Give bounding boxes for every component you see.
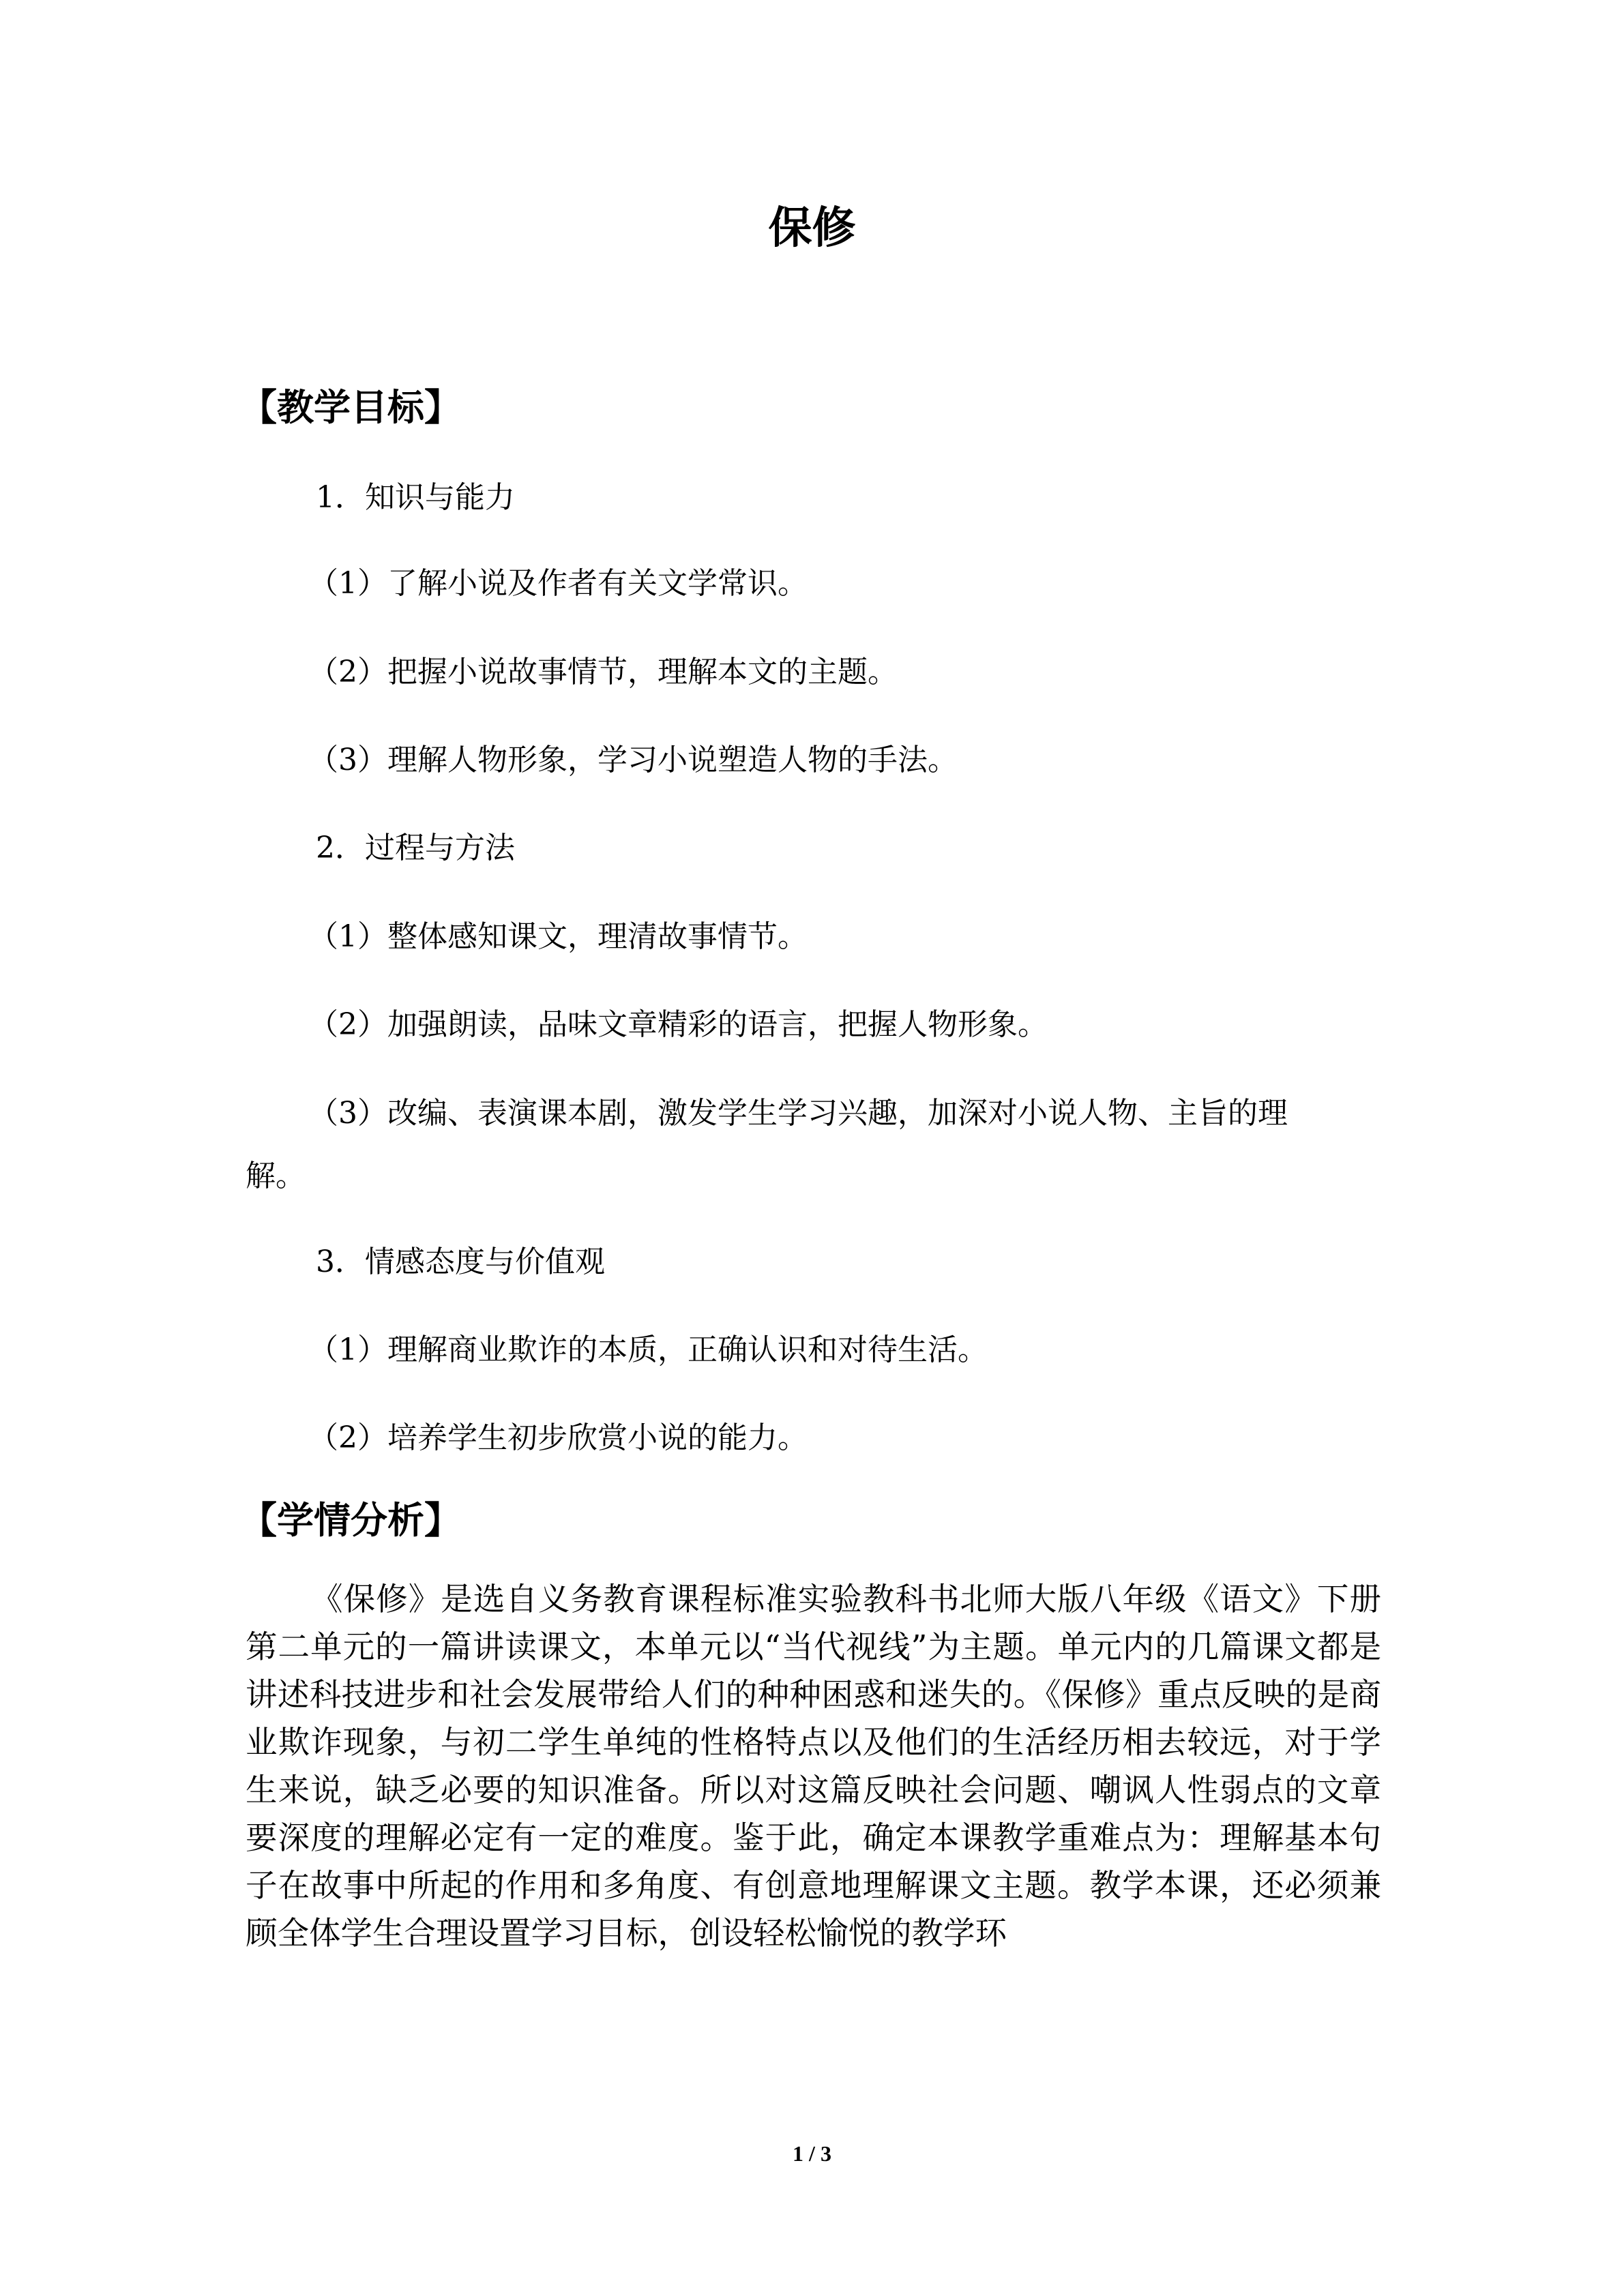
goal-item: （3）改编、表演课本剧，激发学生学习兴趣，加深对小说人物、主旨的理 [308,1096,1288,1131]
goal-item: （3）理解人物形象，学习小说塑造人物的手法。 [308,743,958,777]
goal-item-continuation: 解。 [246,1159,306,1193]
goal-item: （1）整体感知课文，理清故事情节。 [308,919,808,954]
goal-item: （2）把握小说故事情节，理解本文的主题。 [308,655,898,689]
goal-item: （1）理解商业欺诈的本质，正确认识和对待生活。 [308,1332,988,1367]
page-indicator: 1 / 3 [793,2141,831,2166]
goal-item: 2．过程与方法 [316,831,515,865]
goal-item: （2）加强朗读，品味文章精彩的语言，把握人物形象。 [308,1007,1048,1042]
goal-item: （2）培养学生初步欣赏小说的能力。 [308,1420,808,1455]
section-heading-teaching-goals: 【教学目标】 [240,386,461,429]
goal-item: 1．知识与能力 [316,480,515,515]
goal-item: （1）了解小说及作者有关文学常识。 [308,566,808,601]
learning-analysis-paragraph: 《保修》是选自义务教育课程标准实验教科书北师大版八年级《语文》下册第二单元的一篇讲读课文，本单元以“当代视线”为主题。单元内的几篇课文都是讲述科技进步和社会发展带给人们的种种困惑和迷失的。《保修》重点反映的是商业欺诈现象，与初二学生单纯的性格特点以及他们的生活经历相去较远，对于学生来说，缺乏必要的知识准备。所以对这篇反映社会问题、嘲讽人性弱点的文章要深度的理解必定有一定的难度。鉴于此，确定本课教学重难点为：理解基本句子在故事中所起的作用和多角度、有创意地理解课文主题。教学本课，还必须兼顾全体学生合理设置学习目标，创设轻松愉悦的教学环 [246,1581,1381,1952]
section-heading-learning-analysis: 【学情分析】 [240,1499,461,1542]
document-title: 保修 [768,203,856,254]
goal-item: 3．情感态度与价值观 [316,1244,605,1279]
